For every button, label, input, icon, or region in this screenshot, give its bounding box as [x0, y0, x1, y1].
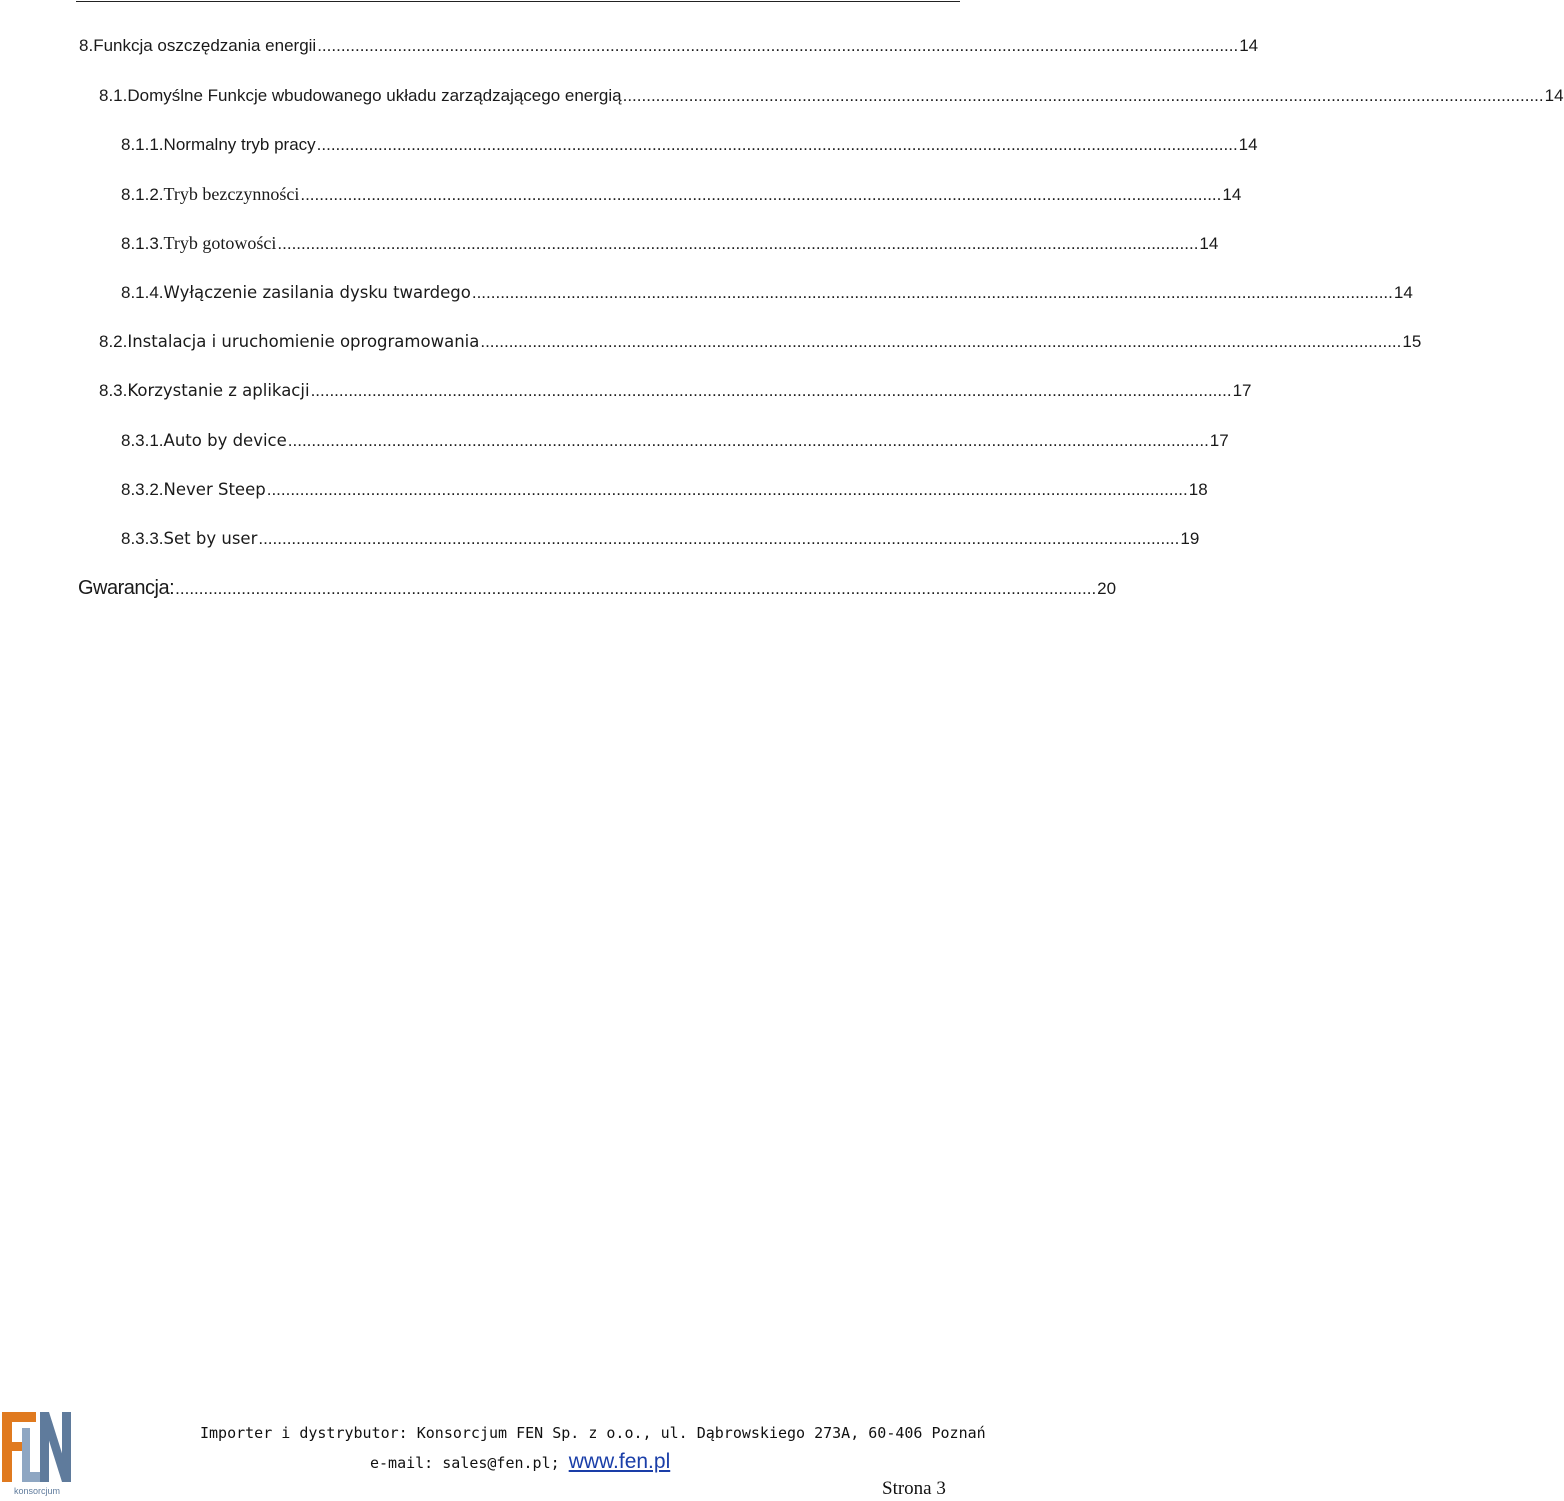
- toc-title: Korzystanie z aplikacji: [127, 381, 310, 400]
- toc-number: 8.2.: [99, 332, 128, 351]
- toc-number: 8.3.1.: [121, 431, 164, 450]
- toc-page: 17: [1232, 381, 1252, 400]
- toc-title: Set by user: [163, 529, 258, 548]
- toc-leader: ...................................................................................................................................................................................................: [317, 36, 1239, 55]
- fen-logo: [0, 1408, 74, 1496]
- toc-entry[interactable]: [121, 526, 1200, 552]
- toc-page: 18: [1188, 480, 1208, 499]
- logo-f-top: [2, 1412, 36, 1422]
- toc-leader: ...................................................................................................................................................................................................: [258, 529, 1180, 548]
- toc-page: 20: [1097, 579, 1117, 598]
- toc-entry[interactable]: [78, 575, 1117, 601]
- toc-page: 14: [1239, 36, 1259, 55]
- toc-title: Tryb bezczynności: [163, 184, 300, 204]
- toc-page: 17: [1209, 431, 1229, 450]
- toc-title: Normalny tryb pracy: [163, 135, 316, 154]
- toc-entry[interactable]: [99, 378, 1252, 404]
- toc-title: Wyłączenie zasilania dysku twardego: [163, 283, 471, 302]
- toc-number: 8.3.2.: [121, 480, 164, 499]
- toc-number: 8.3.3.: [121, 529, 164, 548]
- toc-number: 8.1.: [99, 86, 128, 105]
- toc-entry[interactable]: [121, 428, 1229, 454]
- toc-title: Never Steep: [163, 480, 266, 499]
- toc-entry[interactable]: [121, 230, 1219, 256]
- toc-page: 14: [1222, 185, 1242, 204]
- toc-number: 8.3.: [99, 381, 128, 400]
- toc-leader: ...................................................................................................................................................................................................: [266, 480, 1188, 499]
- toc-entry[interactable]: [99, 83, 1564, 109]
- toc-leader: ...................................................................................................................................................................................................: [471, 283, 1393, 302]
- toc-leader: ...................................................................................................................................................................................................: [310, 381, 1232, 400]
- toc-entry[interactable]: [121, 132, 1258, 158]
- toc-title: Funkcja oszczędzania energii: [93, 36, 317, 55]
- toc-number: 8.1.1.: [121, 135, 164, 154]
- toc-entry[interactable]: [79, 33, 1259, 59]
- toc-leader: ...................................................................................................................................................................................................: [622, 86, 1544, 105]
- footer-contact: [370, 1450, 670, 1474]
- toc-leader: ...................................................................................................................................................................................................: [480, 332, 1402, 351]
- toc-leader: ...................................................................................................................................................................................................: [277, 234, 1199, 253]
- toc-title: Domyślne Funkcje wbudowanego układu zarządzającego energią: [127, 86, 622, 105]
- toc-entry[interactable]: [121, 280, 1413, 306]
- toc-page: 14: [1199, 234, 1219, 253]
- toc-title: Instalacja i uruchomienie oprogramowania: [127, 332, 480, 351]
- toc-number: 8.1.3.: [121, 234, 164, 253]
- toc-page: 19: [1180, 529, 1200, 548]
- toc-entry[interactable]: [121, 477, 1208, 503]
- toc-number: 8.: [79, 36, 94, 55]
- toc-title: Tryb gotowości: [163, 233, 277, 253]
- toc-number: 8.1.2.: [121, 185, 164, 204]
- toc-entry[interactable]: [99, 329, 1422, 355]
- logo-caption: konsorcjum: [13, 1486, 61, 1496]
- toc-leader: ...................................................................................................................................................................................................: [287, 431, 1209, 450]
- toc-leader: ...................................................................................................................................................................................................: [316, 135, 1238, 154]
- toc-leader: ...................................................................................................................................................................................................: [300, 185, 1222, 204]
- top-rule: [76, 1, 960, 2]
- toc-entry[interactable]: [121, 181, 1242, 207]
- toc-page: 14: [1238, 135, 1258, 154]
- page-number: Strona 3: [882, 1478, 946, 1499]
- toc-page: 14: [1393, 283, 1413, 302]
- toc-title: Auto by device: [163, 431, 287, 450]
- footer-website-link[interactable]: www.fen.pl: [568, 1450, 671, 1473]
- toc-number: 8.1.4.: [121, 283, 164, 302]
- toc-page: 15: [1402, 332, 1422, 351]
- footer-email: e-mail: sales@fen.pl;: [370, 1454, 560, 1472]
- toc-page: 14: [1544, 86, 1564, 105]
- fen-logo-icon: [0, 1408, 74, 1496]
- footer-importer: Importer i dystrybutor: Konsorcjum FEN Sp. z o.o., ul. Dąbrowskiego 273A, 60-406 Poznań: [200, 1424, 986, 1442]
- toc-title: Gwarancja:: [78, 577, 175, 599]
- toc-leader: ...................................................................................................................................................................................................: [175, 579, 1097, 598]
